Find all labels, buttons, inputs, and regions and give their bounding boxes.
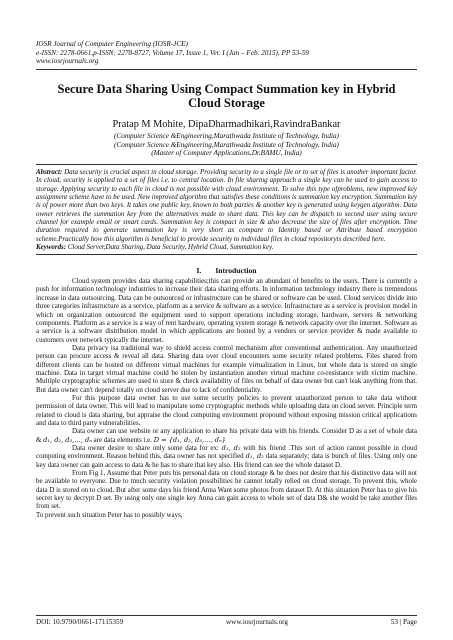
- abstract-text: Data security is crucial aspect in cloud storage. Providing security to a single file or to set of files is another important factor. In cloud, security is applied to a set of files i.e. to central location. In file sharing approach a single key can be used to gain access to storage. Applying security to each file in cloud is not possible with cloud environment. To solve this type ofproblems, new improved key assignment scheme have to be used. New improved algorithm that satisfies these conditions is summation key encryption. Summation key is of power more than two keys. It takes one public key, known to both parties & another key is generated using keygen algorithm. Data owner retrieves the summation key from the alternatives made to share data. This key can be dispatch to second user using secure channel for example email or smart cards. Summation key is compact in size & also decrease the size of files after encryption. Time duration required to generate summation key is very short as compare to Identity based or Attribute based encryption scheme.Practically how this algorithm is beneficial to provide security to individual files in cloud repositoryis described here.: [36, 168, 417, 243]
- paragraph-4-text-b: are data elements i.e.: [91, 435, 154, 444]
- keywords: [36, 243, 417, 251]
- math-subset-2: d₁, d₂: [245, 452, 264, 461]
- journal-header: [36, 40, 417, 66]
- title-line-2: Cloud Storage: [188, 96, 265, 111]
- paragraph-3: For this purpose data owner has to use some security policies to prevent unauthorized person to take data without permission of data owner. This will lead to manipulate some cryptographic methods while uploading data on cloud server. Principle term related to cloud is data sharing, but appraise the cloud computing environment propound without exposing mission critical applications and data to third party vulnerabilities.: [36, 393, 417, 427]
- keywords-label: Keywords:: [36, 242, 67, 251]
- math-data-elements: d₁, d₂, d₃,…, dₙ: [43, 435, 92, 444]
- affiliation-2: (Computer Science &Engineering,Marathwada Institute of Technology, India): [114, 140, 339, 149]
- affiliation-3: (Master of Computer Applications,Dr.BAMU, India): [151, 149, 302, 158]
- paragraph-5-text-b: with his friend .This sort of action cannot possible in cloud computing environment. Reason behind this, data owner has not specified: [36, 444, 417, 461]
- paragraph-1: Cloud system provides data sharing capabilities;this can provide an abundant of benefits to the users. There is currently a push for information technology industries to increase their data sharing efforts. In information technology industry there is tremendous increase in data outsourcing. Data can be outsourced or infrastructure can be shared or software can be used. Cloud services divide into three categories infrastructure as a service, platform as a service & software as a service. Infrastructure as a service is provision model in which on organization outsourced the equipment used to support operations including storage, hardware, servers & networking components. Platform as a service is a way of rent hardware, operating system storage & network capacity over the internet. Software as a service is a software distribution model in which applications are hosted by a vendors or service provider & made available to customers over network typically the internet.: [36, 277, 417, 344]
- header-divider: [36, 69, 417, 70]
- section-number: I.: [196, 266, 202, 276]
- footer-website[interactable]: www.iosrjournals.org: [225, 618, 289, 626]
- abstract-label: Abstract:: [36, 168, 63, 177]
- paragraph-4: [36, 427, 417, 444]
- body-text: [36, 277, 417, 519]
- paragraph-6: From Fig 1, Assume that Peter puts his personal data on cloud storage & he does not desire that his distinctive data will not be available to everyone. Due to much security violation possibilities he cannot totally relied on cloud storage. To prevent this, whole data D is stored on to cloud. But after some days his friend Anna Want some photos from dataset D. At this situation Peter has to give his secret key to decrypt D set. By using only one single key Anna can gain access to whole set of data D& she would be take another files from set.: [36, 469, 417, 511]
- journal-issn: e-ISSN: 2278-0661,p-ISSN: 2278-8727, Volume 17, Issue 1, Ver. I (Jan – Feb. 2015), PP 53-59: [36, 48, 309, 57]
- section-title: Introduction: [215, 266, 257, 276]
- paragraph-2: Data privacy isa traditional way to shield access control mechanism after conventional authentication. Any unauthorized person can procure access & reveal all data. Sharing data over cloud encounters some security related problems. Files shared from different clients can be hosted on different virtual machines for example virtualization in Linux, but whole data is stored on single machine. Data in target virtual machine could be stolen by instantiation another virtual machine co-resistance with victim machine. Multiple cryptographic schemes are used to store & check availability of files on behalf of data owner but can't leak anything from that. But data owner can't depend totally on cloud server due to lack of confidentiality.: [36, 343, 417, 394]
- footer-doi[interactable]: DOI: 10.9790/0661-17115359: [36, 618, 124, 626]
- abstract-block: [36, 164, 417, 255]
- title-line-1: Secure Data Sharing Using Compact Summation key in Hybrid: [57, 81, 396, 96]
- journal-name: IOSR Journal of Computer Engineering (IOSR-JCE): [36, 40, 188, 48]
- page-footer: [36, 618, 417, 627]
- journal-website[interactable]: www.iosrjournals.org: [36, 57, 99, 66]
- affiliations: [36, 132, 417, 158]
- math-set-definition: D = {d₁, d₂, d₃,…, dₙ}: [153, 435, 226, 444]
- footer-divider: [36, 615, 417, 616]
- paper-title: [36, 82, 417, 111]
- math-subset-1: d₁, d₂: [221, 444, 241, 453]
- paragraph-5-text-c: data separately; data is bunch of files. Using only one key data owner can gain access to data & he has to share that key also. His friend can see the whole dataset D.: [36, 452, 417, 469]
- abstract: [36, 168, 417, 243]
- footer-page-number: 53 | Page: [390, 618, 417, 626]
- paragraph-5: [36, 444, 417, 469]
- paragraph-5-text-a: Data owner desire to share only some data for ex:: [72, 444, 222, 453]
- keywords-text: Cloud Server,Data Sharing, Data Security, Hybrid Cloud, Summation key.: [66, 242, 274, 251]
- affiliation-1: (Computer Science &Engineering,Marathwada Institute of Technology, India): [114, 131, 339, 140]
- section-heading: [36, 266, 417, 275]
- paragraph-7: To prevent such situation Peter has to possibly ways,: [36, 510, 183, 519]
- author-list: Pratap M Mohite, DipaDharmadhikari,RavindraBankar: [112, 118, 341, 130]
- paragraph-4-text-a: Data owner can use website or any application to share his private data with his friends. Consider D as a set of whole data &: [36, 427, 417, 444]
